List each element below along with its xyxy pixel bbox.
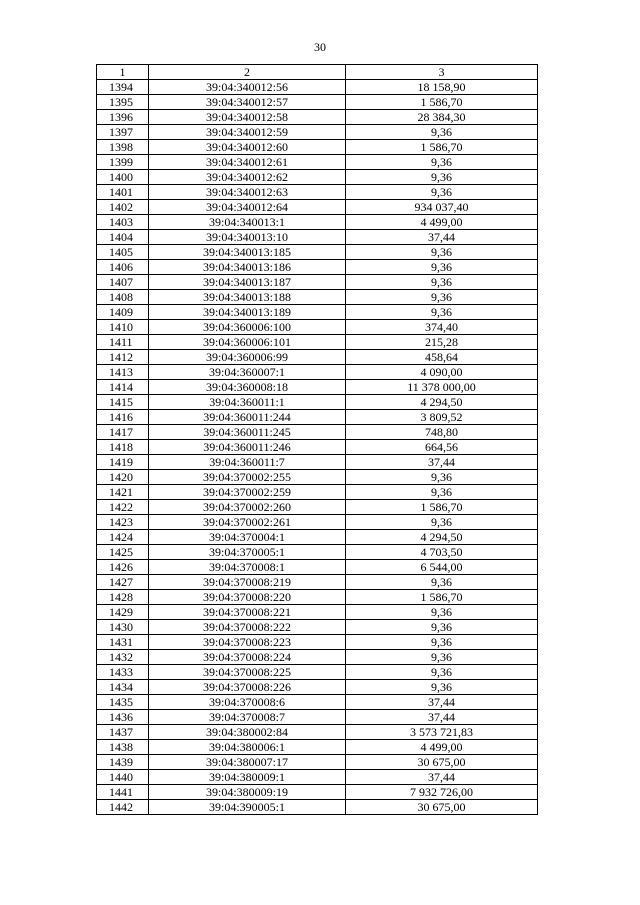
value-cell: 4 499,00 — [346, 740, 538, 755]
table-row — [97, 800, 538, 815]
cadastral-number-cell: 39:04:380009:1 — [149, 770, 346, 785]
row-number-cell: 1416 — [97, 410, 149, 425]
value-cell: 9,36 — [346, 485, 538, 500]
row-number-cell: 1406 — [97, 260, 149, 275]
value-cell: 9,36 — [346, 605, 538, 620]
value-cell: 9,36 — [346, 515, 538, 530]
value-cell: 9,36 — [346, 155, 538, 170]
row-number-cell: 1405 — [97, 245, 149, 260]
row-number-cell: 1426 — [97, 560, 149, 575]
value-cell: 1 586,70 — [346, 95, 538, 110]
cadastral-number-cell: 39:04:360007:1 — [149, 365, 346, 380]
cadastral-number-cell: 39:04:360011:7 — [149, 455, 346, 470]
row-number-cell: 1395 — [97, 95, 149, 110]
cadastral-number-cell: 39:04:380006:1 — [149, 740, 346, 755]
cadastral-number-cell: 39:04:360011:246 — [149, 440, 346, 455]
value-cell: 9,36 — [346, 575, 538, 590]
row-number-cell: 1398 — [97, 140, 149, 155]
row-number-cell: 1423 — [97, 515, 149, 530]
cadastral-number-cell: 39:04:340012:59 — [149, 125, 346, 140]
table-row — [97, 470, 538, 485]
table-row — [97, 575, 538, 590]
row-number-cell: 1403 — [97, 215, 149, 230]
cadastral-number-cell: 39:04:340013:187 — [149, 275, 346, 290]
row-number-cell: 1407 — [97, 275, 149, 290]
row-number-cell: 1422 — [97, 500, 149, 515]
table-row — [97, 710, 538, 725]
table-row — [97, 350, 538, 365]
row-number-cell: 1408 — [97, 290, 149, 305]
value-cell: 9,36 — [346, 650, 538, 665]
table-body — [97, 80, 538, 815]
value-cell: 9,36 — [346, 620, 538, 635]
value-cell: 37,44 — [346, 695, 538, 710]
table-row — [97, 365, 538, 380]
row-number-cell: 1420 — [97, 470, 149, 485]
table-row — [97, 695, 538, 710]
row-number-cell: 1394 — [97, 80, 149, 95]
table-row — [97, 200, 538, 215]
table-row — [97, 335, 538, 350]
table-row — [97, 755, 538, 770]
cadastral-number-cell: 39:04:370008:219 — [149, 575, 346, 590]
table-row — [97, 770, 538, 785]
table-row — [97, 740, 538, 755]
table-row — [97, 290, 538, 305]
table-row — [97, 785, 538, 800]
cadastral-number-cell: 39:04:370008:223 — [149, 635, 346, 650]
value-cell: 934 037,40 — [346, 200, 538, 215]
cadastral-number-cell: 39:04:370002:255 — [149, 470, 346, 485]
value-cell: 3 573 721,83 — [346, 725, 538, 740]
row-number-cell: 1411 — [97, 335, 149, 350]
table-row — [97, 605, 538, 620]
cadastral-number-cell: 39:04:370002:259 — [149, 485, 346, 500]
table-row — [97, 680, 538, 695]
cadastral-number-cell: 39:04:360011:244 — [149, 410, 346, 425]
row-number-cell: 1399 — [97, 155, 149, 170]
row-number-cell: 1433 — [97, 665, 149, 680]
value-cell: 374,40 — [346, 320, 538, 335]
row-number-cell: 1434 — [97, 680, 149, 695]
table-row — [97, 560, 538, 575]
table-row — [97, 125, 538, 140]
table-row — [97, 260, 538, 275]
row-number-cell: 1430 — [97, 620, 149, 635]
value-cell: 30 675,00 — [346, 800, 538, 815]
table-row — [97, 320, 538, 335]
row-number-cell: 1400 — [97, 170, 149, 185]
row-number-cell: 1410 — [97, 320, 149, 335]
table-row — [97, 95, 538, 110]
row-number-cell: 1414 — [97, 380, 149, 395]
row-number-cell: 1402 — [97, 200, 149, 215]
cadastral-number-cell: 39:04:380002:84 — [149, 725, 346, 740]
value-cell: 9,36 — [346, 170, 538, 185]
value-cell: 1 586,70 — [346, 140, 538, 155]
value-cell: 4 294,50 — [346, 530, 538, 545]
row-number-cell: 1431 — [97, 635, 149, 650]
cadastral-number-cell: 39:04:360011:1 — [149, 395, 346, 410]
row-number-cell: 1412 — [97, 350, 149, 365]
row-number-cell: 1401 — [97, 185, 149, 200]
row-number-cell: 1435 — [97, 695, 149, 710]
value-cell: 9,36 — [346, 305, 538, 320]
value-cell: 9,36 — [346, 185, 538, 200]
table-row — [97, 275, 538, 290]
row-number-cell: 1397 — [97, 125, 149, 140]
table-row — [97, 305, 538, 320]
value-cell: 9,36 — [346, 470, 538, 485]
cadastral-number-cell: 39:04:340012:57 — [149, 95, 346, 110]
row-number-cell: 1415 — [97, 395, 149, 410]
value-cell: 28 384,30 — [346, 110, 538, 125]
table-row — [97, 725, 538, 740]
row-number-cell: 1438 — [97, 740, 149, 755]
cadastral-number-cell: 39:04:370008:224 — [149, 650, 346, 665]
value-cell: 748,80 — [346, 425, 538, 440]
cadastral-number-cell: 39:04:340012:58 — [149, 110, 346, 125]
table-row — [97, 380, 538, 395]
cadastral-number-cell: 39:04:340012:63 — [149, 185, 346, 200]
row-number-cell: 1404 — [97, 230, 149, 245]
cadastral-number-cell: 39:04:360008:18 — [149, 380, 346, 395]
cadastral-number-cell: 39:04:370008:222 — [149, 620, 346, 635]
cadastral-number-cell: 39:04:370008:1 — [149, 560, 346, 575]
value-cell: 7 932 726,00 — [346, 785, 538, 800]
cadastral-number-cell: 39:04:370004:1 — [149, 530, 346, 545]
value-cell: 9,36 — [346, 245, 538, 260]
value-cell: 9,36 — [346, 680, 538, 695]
value-cell: 458,64 — [346, 350, 538, 365]
row-number-cell: 1441 — [97, 785, 149, 800]
row-number-cell: 1428 — [97, 590, 149, 605]
row-number-cell: 1417 — [97, 425, 149, 440]
value-cell: 9,36 — [346, 635, 538, 650]
cadastral-number-cell: 39:04:340012:56 — [149, 80, 346, 95]
row-number-cell: 1437 — [97, 725, 149, 740]
table-row — [97, 455, 538, 470]
table-row — [97, 140, 538, 155]
table-row — [97, 410, 538, 425]
value-cell: 37,44 — [346, 230, 538, 245]
row-number-cell: 1436 — [97, 710, 149, 725]
cadastral-number-cell: 39:04:340013:189 — [149, 305, 346, 320]
cadastral-number-cell: 39:04:340012:60 — [149, 140, 346, 155]
table-row — [97, 245, 538, 260]
value-cell: 30 675,00 — [346, 755, 538, 770]
header-row — [97, 65, 538, 80]
cadastral-number-cell: 39:04:360006:100 — [149, 320, 346, 335]
value-cell: 11 378 000,00 — [346, 380, 538, 395]
cadastral-number-cell: 39:04:340012:64 — [149, 200, 346, 215]
row-number-cell: 1396 — [97, 110, 149, 125]
table-row — [97, 185, 538, 200]
table-row — [97, 110, 538, 125]
row-number-cell: 1419 — [97, 455, 149, 470]
row-number-cell: 1421 — [97, 485, 149, 500]
cadastral-number-cell: 39:04:340013:188 — [149, 290, 346, 305]
value-cell: 9,36 — [346, 275, 538, 290]
page-number: 30 — [314, 40, 326, 54]
cadastral-number-cell: 39:04:370008:7 — [149, 710, 346, 725]
table-row — [97, 80, 538, 95]
value-cell: 37,44 — [346, 770, 538, 785]
table-row — [97, 500, 538, 515]
column-header-cadastral-number: 2 — [149, 65, 346, 80]
cadastral-number-cell: 39:04:390005:1 — [149, 800, 346, 815]
table-row — [97, 170, 538, 185]
value-cell: 9,36 — [346, 125, 538, 140]
row-number-cell: 1425 — [97, 545, 149, 560]
table-row — [97, 590, 538, 605]
cadastral-value-table — [96, 64, 538, 815]
row-number-cell: 1413 — [97, 365, 149, 380]
row-number-cell: 1409 — [97, 305, 149, 320]
value-cell: 18 158,90 — [346, 80, 538, 95]
value-cell: 1 586,70 — [346, 500, 538, 515]
row-number-cell: 1427 — [97, 575, 149, 590]
cadastral-number-cell: 39:04:360006:99 — [149, 350, 346, 365]
cadastral-number-cell: 39:04:370008:225 — [149, 665, 346, 680]
row-number-cell: 1424 — [97, 530, 149, 545]
cadastral-number-cell: 39:04:380009:19 — [149, 785, 346, 800]
table-row — [97, 635, 538, 650]
column-header-number: 1 — [97, 65, 149, 80]
value-cell: 9,36 — [346, 290, 538, 305]
table-row — [97, 665, 538, 680]
value-cell: 37,44 — [346, 710, 538, 725]
row-number-cell: 1439 — [97, 755, 149, 770]
cadastral-number-cell: 39:04:340012:61 — [149, 155, 346, 170]
cadastral-number-cell: 39:04:370008:221 — [149, 605, 346, 620]
table-row — [97, 155, 538, 170]
row-number-cell: 1442 — [97, 800, 149, 815]
table-row — [97, 620, 538, 635]
row-number-cell: 1440 — [97, 770, 149, 785]
table-row — [97, 530, 538, 545]
cadastral-number-cell: 39:04:370008:220 — [149, 590, 346, 605]
table-row — [97, 440, 538, 455]
table-row — [97, 425, 538, 440]
row-number-cell: 1418 — [97, 440, 149, 455]
value-cell: 37,44 — [346, 455, 538, 470]
table-row — [97, 215, 538, 230]
value-cell: 4 294,50 — [346, 395, 538, 410]
value-cell: 215,28 — [346, 335, 538, 350]
cadastral-number-cell: 39:04:370002:261 — [149, 515, 346, 530]
cadastral-number-cell: 39:04:340013:186 — [149, 260, 346, 275]
value-cell: 3 809,52 — [346, 410, 538, 425]
cadastral-number-cell: 39:04:370008:226 — [149, 680, 346, 695]
table-header — [97, 65, 538, 80]
cadastral-number-cell: 39:04:370008:6 — [149, 695, 346, 710]
cadastral-number-cell: 39:04:370005:1 — [149, 545, 346, 560]
cadastral-number-cell: 39:04:380007:17 — [149, 755, 346, 770]
value-cell: 4 090,00 — [346, 365, 538, 380]
cadastral-number-cell: 39:04:360011:245 — [149, 425, 346, 440]
column-header-value: 3 — [346, 65, 538, 80]
value-cell: 4 499,00 — [346, 215, 538, 230]
value-cell: 1 586,70 — [346, 590, 538, 605]
value-cell: 664,56 — [346, 440, 538, 455]
cadastral-number-cell: 39:04:360006:101 — [149, 335, 346, 350]
cadastral-number-cell: 39:04:340013:10 — [149, 230, 346, 245]
cadastral-number-cell: 39:04:340012:62 — [149, 170, 346, 185]
row-number-cell: 1432 — [97, 650, 149, 665]
table-row — [97, 485, 538, 500]
table-row — [97, 650, 538, 665]
row-number-cell: 1429 — [97, 605, 149, 620]
table-row — [97, 515, 538, 530]
cadastral-number-cell: 39:04:370002:260 — [149, 500, 346, 515]
table-row — [97, 545, 538, 560]
cadastral-number-cell: 39:04:340013:1 — [149, 215, 346, 230]
value-cell: 9,36 — [346, 665, 538, 680]
value-cell: 4 703,50 — [346, 545, 538, 560]
cadastral-number-cell: 39:04:340013:185 — [149, 245, 346, 260]
table-row — [97, 395, 538, 410]
value-cell: 9,36 — [346, 260, 538, 275]
table-row — [97, 230, 538, 245]
value-cell: 6 544,00 — [346, 560, 538, 575]
